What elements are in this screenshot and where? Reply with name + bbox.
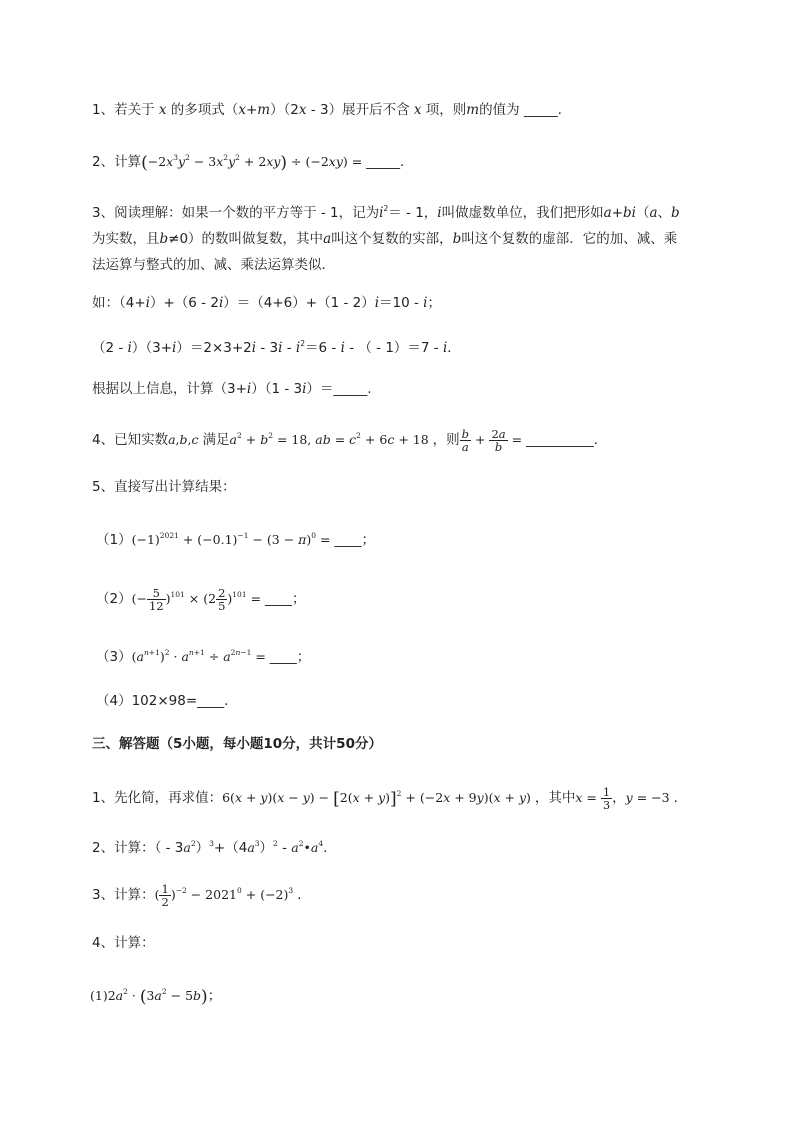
- math-expression: $(-2x^3y^2 - 3x^2y^2 + 2xy) \div (-2xy)$ =: [141, 153, 367, 173]
- q5-part-1: $(1)(-1)^{2021} + (-0.1)^{-1} - (3 - \pi)^0$ = ____；: [96, 531, 375, 548]
- solve-question-2: 2、计算：（ - $3a^2)^3+(4a^3)^2$ - $a^2•a^4$.: [92, 839, 328, 856]
- answer-blank[interactable]: ____: [334, 532, 362, 548]
- answer-blank[interactable]: ____: [269, 649, 297, 665]
- example-2: $(2 - i)(3+i)=2\times 3+2i - 3i - i^2=6 - i$ - （ - 1）＝7 - i．: [92, 339, 461, 356]
- solve-question-4: 4、计算：: [92, 935, 155, 951]
- fill-question-4: 4、已知实数a,b,c 满足$a^2 + b^2 = 18$, ab = $c^2 + 6c + 18$ ，则 $\frac{b}{a}$ + $\frac{2a}{b}$ = __________.: [92, 426, 598, 454]
- solve-question-4-part-1: $(1)2a^2 \cdot (3a^2 - 5b)$；: [90, 987, 222, 1007]
- answer-blank[interactable]: _____: [333, 381, 368, 397]
- example-ask: 根据以上信息，计算（3+i）（1 - 3i）＝_____.: [92, 381, 372, 397]
- answer-blank[interactable]: ____: [197, 693, 225, 709]
- answer-blank[interactable]: _____: [366, 154, 400, 170]
- q5-part-4: （4）102×98=____.: [96, 693, 229, 709]
- answer-blank[interactable]: __________: [526, 432, 594, 448]
- q5-part-3: $(3)(a^{n+1})^2 \cdot a^{n+1} \div a^{2n-1}$ = ____；: [96, 648, 311, 665]
- fill-question-2: 2、计算$(-2x^3y^2 - 3x^2y^2 + 2xy) \div (-2xy)$ = _____.: [92, 153, 405, 173]
- solve-question-1: 1、先化简，再求值：$6(x + y)(x - y) - [2(x + y)]^2 + (-2x + 9y)(x + y)$ ，其中x = $\frac{1}{3}$ ，y = −3 .: [92, 784, 678, 812]
- section-heading: 三、解答题（5小题，每小题10分，共计50分）: [92, 736, 382, 752]
- answer-blank[interactable]: _____: [523, 102, 558, 118]
- example-1: 如：（4+i）+（6 - 2i）＝（4+6）+（1 - 2）i＝10 - i；: [92, 295, 441, 311]
- answer-blank[interactable]: ____: [265, 591, 293, 607]
- q5-part-2: （2）(− $\frac{5}{12}$ )$^{101}$ × (2 $\frac{2}{5}$ )$^{101}$ = ____；: [96, 585, 306, 613]
- fill-question-3: 3、阅读理解：如果一个数的平方等于 - 1，记为$i^2= - 1$，i叫做虚数单位，我们把形如a+bi（a、b 为实数，且b≠0）的数叫做复数，其中a叫这个复数的实部，b叫这个复数的虚部．它的加、减、乘 法运算与整式的加、减、乘法运算类似．: [92, 204, 680, 273]
- fill-question-1: 1、若关于 x 的多项式（x+m）（2x - 3）展开后不含 x 项，则m的值为 _____.: [92, 102, 562, 118]
- solve-question-3: 3、计算：( $\frac{1}{2}$ )$^{-2} - 2021^0 + (-2)^3$ .: [92, 881, 302, 909]
- fill-question-5: 5、直接写出计算结果：: [92, 479, 236, 495]
